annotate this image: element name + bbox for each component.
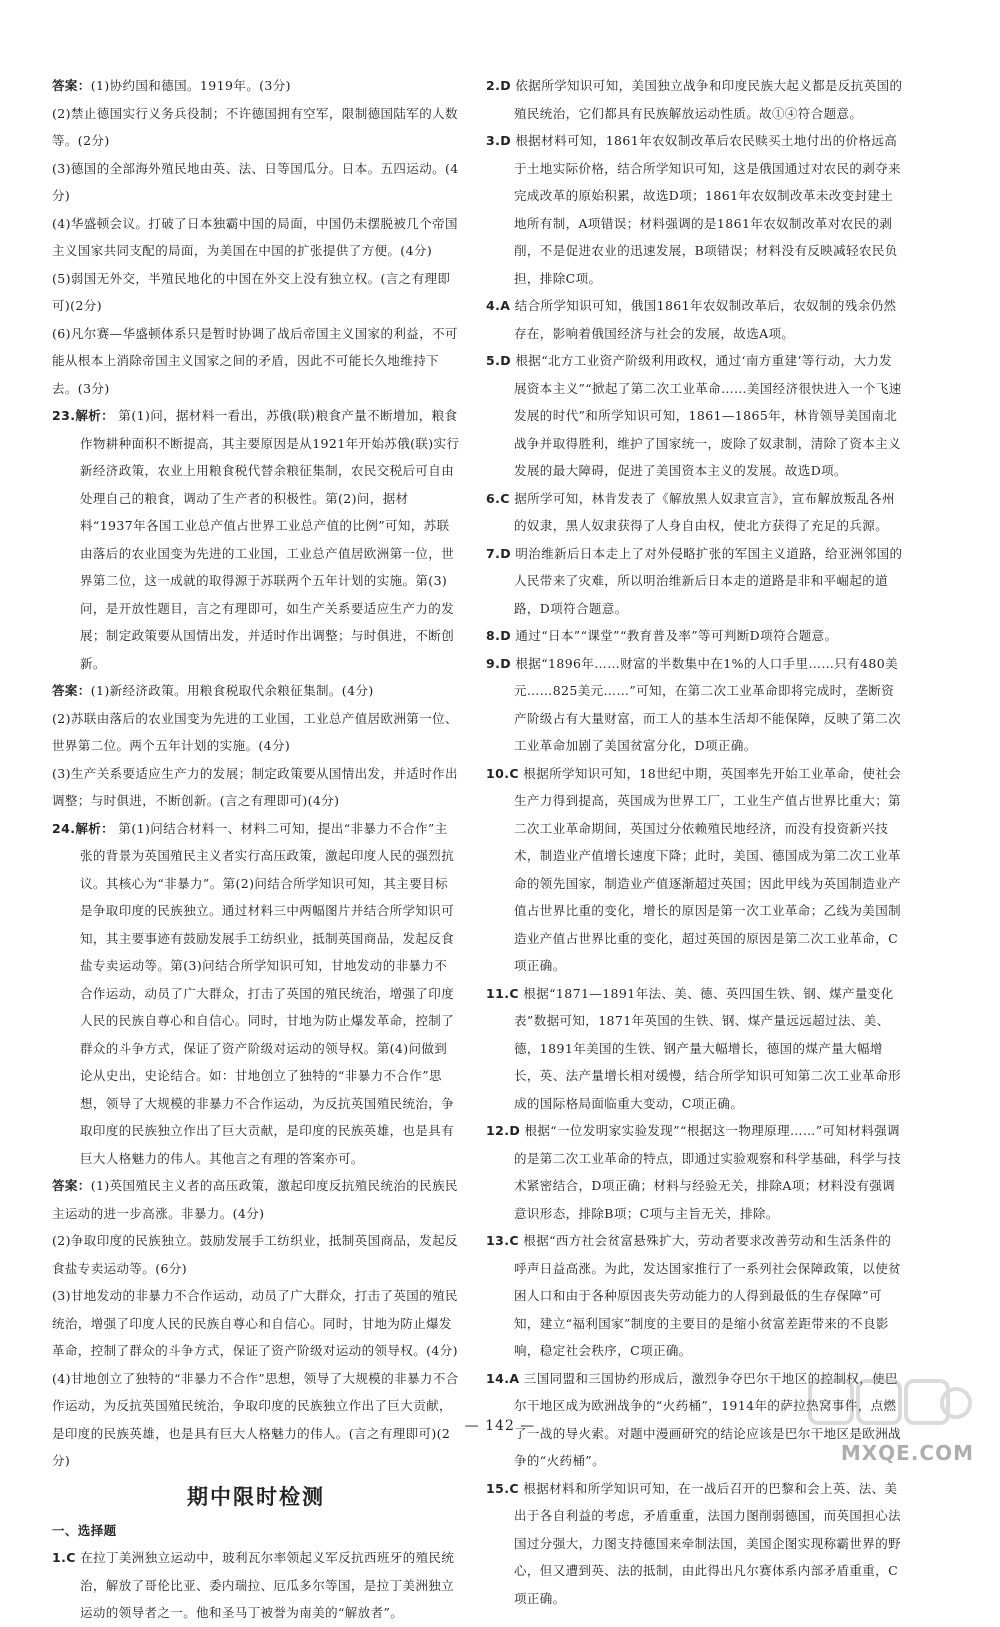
item-text: 根据“1871—1891年法、美、德、英四国生铁、钢、煤产量变化表”数据可知，1871年英国的生铁、钢、煤产量远远超过法、美、德，1891年美国的生铁、钢产量大幅增长，德国的煤产量大幅增长，英、法产量增长相对缓慢，结合所学知识可知第二次工业革命形成的国际格局面临重大变动，C项正确。 bbox=[514, 985, 902, 1111]
page-number: — 142 — bbox=[464, 1418, 536, 1434]
item-label: D bbox=[500, 78, 512, 93]
question-24-analysis bbox=[52, 815, 460, 1173]
item-label: C bbox=[509, 985, 519, 1001]
answer-text: (2)争取印度的民族独立。鼓励发展手工纺织业，抵制英国商品，发起反食盐专卖运动等。(6分) bbox=[52, 1233, 458, 1276]
answer-label: 答案： bbox=[52, 1178, 91, 1193]
answer-line bbox=[52, 100, 460, 155]
item-text: 结合所学知识可知，俄国1861年农奴制改革后，农奴制的残余仍然存在，影响着俄国经济与社会的发展，故选A项。 bbox=[514, 298, 897, 341]
item-text: 通过“日本”“课堂”“教育普及率”等可判断D项符合题意。 bbox=[515, 628, 838, 643]
item-text: 在拉丁美洲独立运动中，玻利瓦尔率领起义军反抗西班牙的殖民统治，解放了哥伦比亚、委内瑞拉、厄瓜多尔等国，是拉丁美洲独立运动的领导者之一。他和圣马丁被誉为南美的“解放者”。 bbox=[80, 1550, 455, 1620]
item-label: D bbox=[500, 628, 512, 643]
item-number: 11. bbox=[486, 985, 510, 1001]
item-label: D bbox=[500, 545, 512, 561]
choice-item bbox=[486, 292, 904, 347]
answer-text: (3)德国的全部海外殖民地由英、法、日等国瓜分。日本。五四运动。(4分) bbox=[52, 160, 459, 203]
item-number: 9. bbox=[486, 655, 501, 671]
answer-text: (3)生产关系要适应生产力的发展；制定政策要从国情出发，并适时作出调整；与时俱进，不断创新。(言之有理即可)(4分) bbox=[52, 765, 458, 808]
item-text: 据所学可知，林肯发表了《解放黑人奴隶宣言》，宣布解放叛乱各州的奴隶，黑人奴隶获得了人身自由权，使北方获得了充足的兵源。 bbox=[514, 490, 895, 533]
item-text: 根据“一位发明家实验发现”“根据这一物理原理……”可知材料强调的是第二次工业革命的特点，即通过实验观察和科学基础，科学与技术紧密结合，D项正确；材料与经验无关，排除A项；材料没有强调意识形态，排除B项；C项与主旨无关，排除。 bbox=[514, 1123, 902, 1221]
answer-line bbox=[52, 760, 460, 815]
section-title: 期中限时检测 bbox=[187, 1484, 325, 1509]
item-text: 第(1)问，据材料一看出，苏俄(联)粮食产量不断增加，粮食作物耕种面积不断提高，其主要原因是从1921年开始苏俄(联)实行新经济政策，农业上用粮食税代替余粮征集制，农民交税后可自由处理自己的粮食，调动了生产者的积极性。第(2)问，据材料“1937年各国工业总产值占世界工业总产值的比例”可知，苏联由落后的农业国变为先进的工业国，工业总产值居欧洲第一位，世界第二位，这一成就的取得源于苏联两个五年计划的实施。第(3)问，是开放性题目，言之有理即可，如生产关系要适应生产力的发展；制定政策要从国情出发，并适时作出调整；与时俱进，不断创新。 bbox=[80, 408, 460, 671]
item-number: 5. bbox=[486, 353, 501, 368]
choice-item bbox=[486, 1117, 904, 1227]
choice-item bbox=[486, 1227, 904, 1365]
answer-line bbox=[52, 1282, 460, 1365]
item-label: D bbox=[509, 1123, 521, 1138]
answer-text: (1)英国殖民主义者的高压政策，激起印度反抗殖民统治的民族民主运动的进一步高涨。非暴力。(4分) bbox=[52, 1178, 458, 1221]
item-label: 解析： bbox=[75, 408, 115, 423]
item-text: 根据材料可知，1861年农奴制改革后农民赎买土地付出的价格远高于土地实际价格，结合所学知识可知，这是俄国通过对农民的剥夺来完成改革的原始积累，故选D项；1861年农奴制改革未改变封建土地所有制，A项错误；材料强调的是1861年农奴制改革对农民的剥削，不是促进农业的迅速发展，B项错误；材料没有反映减轻农民负担，排除C项。 bbox=[514, 133, 902, 286]
answer-text: (1)协约国和德国。1919年。(3分) bbox=[90, 78, 291, 93]
item-number: 10. bbox=[486, 765, 510, 781]
item-label: C bbox=[500, 490, 510, 506]
item-number: 1. bbox=[52, 1550, 67, 1565]
item-number: 8. bbox=[486, 628, 501, 643]
left-column bbox=[52, 72, 460, 1627]
item-label: D bbox=[500, 353, 512, 368]
item-text: 三国同盟和三国协约形成后，激烈争夺巴尔干地区的控制权，使巴尔干地区成为欧洲战争的“火药桶”，1914年的萨拉热窝事件，点燃了一战的导火索。对题中漫画研究的结论应该是巴尔干地区是欧洲战争的“火药桶”。 bbox=[514, 1370, 902, 1468]
answer-text: (2)禁止德国实行义务兵役制；不许德国拥有空军，限制德国陆军的人数等。(2分) bbox=[52, 105, 458, 148]
item-number: 6. bbox=[486, 490, 501, 506]
choice-item bbox=[486, 980, 904, 1118]
answer-text: (4)华盛顿会议。打破了日本独霸中国的局面，中国仍未摆脱被几个帝国主义国家共同支配的局面，为美国在中国的扩张提供了方便。(4分) bbox=[52, 215, 458, 258]
answer-22-block bbox=[52, 72, 460, 402]
item-number: 24. bbox=[52, 820, 76, 836]
item-number: 2. bbox=[486, 78, 501, 93]
item-label: C bbox=[509, 1233, 519, 1248]
item-number: 14. bbox=[486, 1370, 510, 1386]
choice-item bbox=[486, 347, 904, 485]
item-text: 根据“北方工业资产阶级利用政权，通过‘南方重建’等行动，大力发展资本主义”“掀起了第二次工业革命……美国经济很快进入一个飞速发展的时代”和所学知识可知，1861—1865年，林肯领导美国南北战争并取得胜利，维护了国家统一，废除了奴隶制，清除了资本主义发展的最大障碍，促进了美国资本主义的发展。故选D项。 bbox=[514, 353, 902, 478]
item-number: 4. bbox=[486, 298, 501, 313]
item-text: 第(1)问结合材料一、材料二可知，提出“非暴力不合作”主张的背景为英国殖民主义者实行高压政策，激起印度人民的强烈抗议。其核心为“非暴力”。第(2)问结合所学知识可知，其主要目标是争取印度的民族独立。通过材料三中两幅图片并结合所学知识可知，其主要事迹有鼓励发展手工纺织业，抵制英国商品，发起反食盐专卖运动等。第(3)问结合所学知识可知，甘地发动的非暴力不合作运动，动员了广大群众，打击了英国的殖民统治，增强了印度人民的民族自尊心和自信心。同时，甘地为防止爆发革命，控制了群众的斗争方式，保证了资产阶级对运动的领导权。第(4)问做到论从史出，史论结合。如：甘地创立了独特的“非暴力不合作”思想，领导了大规模的非暴力不合作运动，为反抗英国殖民统治，争取印度的民族独立作出了巨大贡献，是印度的民族英雄，也是具有巨大人格魅力的伟人。其他言之有理的答案亦可。 bbox=[80, 820, 455, 1166]
item-text: 根据材料和所学知识可知，在一战后召开的巴黎和会上英、法、美出于各自利益的考虑，矛盾重重，法国力图削弱德国，而英国担心法国过分强大，力图支持德国来牵制法国，美国企图实现称霸世界的野心，但又遭到英、法的抵制，由此得出凡尔赛体系内部矛盾重重，C项正确。 bbox=[514, 1480, 902, 1606]
answer-text: (5)弱国无外交，半殖民地化的中国在外交上没有独立权。(言之有理即可)(2分) bbox=[52, 270, 451, 313]
answer-text: (2)苏联由落后的农业国变为先进的工业国，工业总产值居欧洲第一位、世界第二位。两个五年计划的实施。(4分) bbox=[52, 710, 458, 753]
answer-line bbox=[52, 677, 460, 705]
answer-text: (6)凡尔赛—华盛顿体系只是暂时协调了战后帝国主义国家的利益，不可能从根本上消除帝国主义国家之间的矛盾，因此不可能长久地维持下去。(3分) bbox=[52, 325, 458, 396]
item-text: 依据所学知识可知，美国独立战争和印度民族大起义都是反抗英国的殖民统治，它们都具有民族解放运动性质。故①④符合题意。 bbox=[514, 78, 903, 121]
item-label: A bbox=[500, 298, 511, 313]
item-text: 根据“西方社会贫富悬殊扩大，劳动者要求改善劳动和生活条件的呼声日益高涨。为此，发达国家推行了一系列社会保障政策，以使贫困人口和由于各种原因丧失劳动能力的人得到最低的生存保障”可知，建立“福利国家”制度的主要目的是缩小贫富差距带来的不良影响，稳定社会秩序，C项正确。 bbox=[514, 1233, 902, 1358]
item-number: 3. bbox=[486, 133, 501, 148]
answer-line bbox=[52, 155, 460, 210]
answer-text: (3)甘地发动的非暴力不合作运动，动员了广大群众，打击了英国的殖民统治，增强了印度人民的民族自尊心和自信心。同时，甘地为防止爆发革命，控制了群众的斗争方式，保证了资产阶级对运动的领导权。(4分) bbox=[52, 1288, 458, 1358]
item-text: 明治维新后日本走上了对外侵略扩张的军国主义道路，给亚洲邻国的人民带来了灾难，所以明治维新后日本走的道路是非和平崛起的道路，D项符合题意。 bbox=[514, 545, 903, 616]
choice-item bbox=[486, 485, 904, 540]
item-text: 根据“1896年……财富的半数集中在1%的人口手里……只有480美元……825美元……”可知，在第二次工业革命即将完成时，垄断资产阶级占有大量财富，而工人的基本生活却不能保障，反映了第二次工业革命加剧了美国贫富分化，D项正确。 bbox=[514, 655, 902, 753]
question-23-analysis bbox=[52, 402, 460, 677]
answer-text: (4)甘地创立了独特的“非暴力不合作”思想，领导了大规模的非暴力不合作运动，为反抗英国殖民统治，争取印度的民族独立作出了巨大贡献，是印度的民族英雄，也是具有巨大人格魅力的伟人。(言之有理即可)(2分) bbox=[52, 1370, 459, 1468]
answer-line bbox=[52, 72, 460, 100]
choice-item-1 bbox=[52, 1544, 460, 1627]
choice-item bbox=[486, 650, 904, 760]
item-label: D bbox=[500, 655, 512, 671]
choice-item bbox=[486, 622, 904, 650]
item-label: A bbox=[509, 1370, 520, 1386]
item-label: C bbox=[509, 765, 519, 781]
item-number: 15. bbox=[486, 1480, 510, 1496]
item-number: 13. bbox=[486, 1233, 510, 1248]
answer-line bbox=[52, 1172, 460, 1227]
item-number: 12. bbox=[486, 1123, 510, 1138]
choice-item bbox=[486, 127, 904, 292]
item-number: 7. bbox=[486, 545, 501, 561]
answer-line bbox=[52, 265, 460, 320]
answer-text: (1)新经济政策。用粮食税取代余粮征集制。(4分) bbox=[90, 683, 374, 698]
choice-item bbox=[486, 760, 904, 980]
choice-item bbox=[486, 540, 904, 623]
item-label: C bbox=[509, 1480, 519, 1496]
answer-line bbox=[52, 320, 460, 403]
answer-23-block bbox=[52, 677, 460, 815]
item-text: 根据所学知识可知，18世纪中期，英国率先开始工业革命，使社会生产力得到提高，英国成为世界工厂，工业生产值占世界比重大；第二次工业革命期间，英国过分依赖殖民地经济，而没有投资新兴技术，制造业产值增长速度下降；此时，美国、德国成为第二次工业革命的领先国家，制造业产值逐渐超过英国；因此甲线为英国制造业产值占世界比重的变化，增长的原因是第一次工业革命；乙线为美国制造业产值占世界比重的变化，超过英国的原因是第二次工业革命，C项正确。 bbox=[514, 765, 902, 973]
answer-label: 答案： bbox=[52, 78, 91, 93]
answer-line bbox=[52, 705, 460, 760]
answer-line bbox=[52, 210, 460, 265]
section-heading: 一、选择题 bbox=[52, 1522, 117, 1538]
answer-label: 答案： bbox=[52, 683, 91, 698]
item-label: C bbox=[66, 1550, 76, 1565]
choice-item bbox=[486, 1475, 904, 1613]
item-label: D bbox=[500, 133, 512, 148]
item-number: 23. bbox=[52, 408, 76, 423]
watermark-text: MXQE.COM bbox=[840, 1441, 974, 1465]
answer-line bbox=[52, 1227, 460, 1282]
item-label: 解析： bbox=[75, 820, 115, 836]
choice-item bbox=[486, 72, 904, 127]
